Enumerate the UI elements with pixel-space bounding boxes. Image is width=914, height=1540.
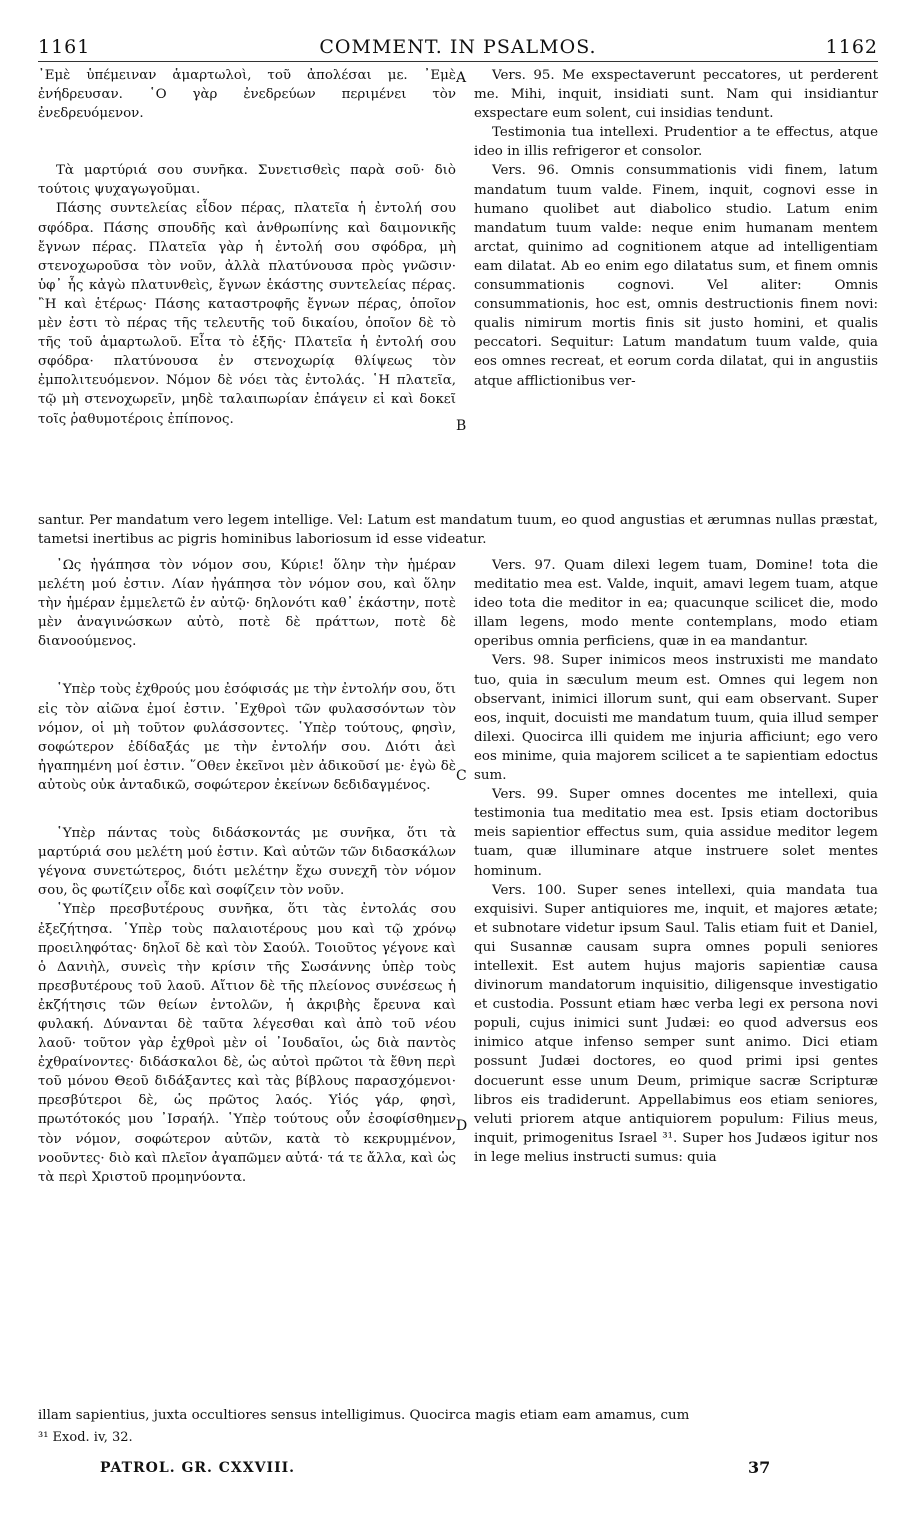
right-column-lower — [474, 556, 878, 1167]
margin-letter-d: D — [456, 1118, 468, 1134]
greek-paragraph: ᾿Ως ἠγάπησα τὸν νόμον σου, Κύριε! ὅλην τὴν ἡμέραν μελέτη μού ἐστιν. Λίαν ἠγάπησα τὸν νόμον σου, καὶ ὅλην τὴν ἡμέραν ἐμμελετῶ ἐν αὐτῷ· δηλονότι καθ᾿ ἑκάστην, ποτὲ μὲν ἀναγινώσκων αὐτὸ, ποτὲ δὲ πράττων, ποτὲ δὲ διανοούμενος. — [38, 558, 456, 650]
running-title: COMMENT. IN PSALMOS. — [319, 36, 597, 58]
latin-paragraph: Vers. 98. Super inimicos meos instruxisti me mandato tuo, quia in sæculum meum est. Omnes qui legem non observant, inimici illorum sunt, qui eam observant. Super eos, inquit, docuisti me mandatum tuum, quia illud semper dilexi. Quocirca illi quidem me injuria afficiunt; ego vero eos minime, quia majorem scilicet a te sapientiam edoctus sum. — [474, 653, 878, 784]
greek-paragraph: ῾Υπὲρ πρεσβυτέρους συνῆκα, ὅτι τὰς ἐντολάς σου ἐξεζήτησα. ῾Υπὲρ τοὺς παλαιοτέρους μου καὶ τῷ χρόνῳ προειληφότας· δηλοῖ δὲ καὶ τὸν Σαούλ. Τοιοῦτος γέγονε καὶ ὁ Δανιὴλ, συνεὶς τὴν κρίσιν τῆς Σωσάννης ὑπὲρ τοὺς πρεσβυτέρους τοῦ λαοῦ. Αἴτιον δὲ τῆς πλείονος συνέσεως ἡ ἐκζήτησις τῶν θείων ἐντολῶν, ἡ ἀκριβὴς ἔρευνα καὶ φυλακή. Δύνανται δὲ ταῦτα λέγεσθαι καὶ ἀπὸ τοῦ νέου λαοῦ· τοῦτον γὰρ ἐχθροὶ μὲν οἱ ᾿Ιουδαῖοι, ὡς διὰ παντὸς ἐχθραίνοντες· διδάσκαλοι δὲ, ὡς αὐτοὶ πρῶτοι τὰ ἔθνη περὶ τοῦ μόνου Θεοῦ διδάξαντες καὶ τὰς βίβλους παρασχόμενοι· πρεσβύτεροι δὲ, ὡς πρῶτος λαός. Υἱός γάρ, φησὶ, πρωτότοκός μου ᾿Ισραήλ. ῾Υπὲρ τούτους οὖν ἐσοφίσθημεν τὸν νόμον, σοφώτερον αὐτῶν, κατὰ τὸ κεκρυμμένον, νοοῦντες· διὸ καὶ πλεῖον ἀγαπῶμεν αὐτά· τά τε ἄλλα, καὶ ὡς τὰ περὶ Χριστοῦ προμηνύοντα. — [38, 902, 456, 1185]
greek-paragraph: ῾Υπὲρ πάντας τοὺς διδάσκοντάς με συνῆκα, ὅτι τὰ μαρτύριά σου μελέτη μού ἐστιν. Καὶ αὐτῶν τῶν διδασκάλων γέγονα συνετώτερος, διότι μελέτην ἔχω συνεχῆ τὸν νόμον σου, ὃς φωτίζειν οἶδε καὶ σοφίζειν τὸν νοῦν. — [38, 826, 456, 899]
greek-paragraph: ῾Υπὲρ τοὺς ἐχθρούς μου ἐσόφισάς με τὴν ἐντολήν σου, ὅτι εἰς τὸν αἰῶνα ἐμοί ἐστιν. ᾿Εχθροὶ τῶν φυλασσόντων τὸν νόμον, οἱ μὴ τοῦτον φυλάσσοντες. ῾Υπὲρ τούτους, φησὶν, σοφώτερον ἐδίδαξάς με τὴν ἐντολήν σου. Διότι ἀεὶ ἠγαπημένη μοί ἐστιν. ῞Οθεν ἐκεῖνοι μὲν ἀδικοῦσί με· ἐγὼ δὲ αὐτοὺς οὐκ ἀνταδικῶ, σοφώτερον ἐκείνων δεδιδαγμένος. — [38, 682, 456, 793]
latin-paragraph: Testimonia tua intellexi. Prudentior a te effectus, atque ideo in illis refrigeror et consolor. — [474, 125, 878, 160]
running-header — [38, 36, 878, 60]
full-width-line: santur. Per mandatum vero legem intellige. Vel: Latum est mandatum tuum, eo quod angustias et ærumnas nullas præstat, tametsi inertibus ac pigris hominibus laboriosum id esse videatur. — [38, 513, 878, 547]
latin-paragraph: Vers. 99. Super omnes docentes me intellexi, quia testimonia tua meditatio mea est. Ipsis etiam doctoribus meis sapientior effectus sum, quia assidue meditor legem tuam, quæ illuminare atque instruere solet mentes hominum. — [474, 787, 878, 879]
header-rule — [38, 61, 878, 62]
gathering-number: 37 — [748, 1458, 771, 1477]
full-width-line: illam sapientius, juxta occultiores sensus intelligimus. Quocirca magis etiam eam amamus, cum — [38, 1408, 690, 1423]
margin-letter-c: C — [456, 768, 467, 784]
right-page-number: 1162 — [825, 36, 878, 58]
latin-paragraph: Vers. 97. Quam dilexi legem tuam, Domine! tota die meditatio mea est. Valde, inquit, amavi legem tuam, atque ideo tota die meditor in ea; quacunque scilicet die, modo illam legens, modo mente contemplans, modo etiam operibus omnia perficiens, quæ in ea mandantur. — [474, 558, 878, 650]
margin-letter-a: A — [456, 70, 467, 86]
footnote: ³¹ Exod. iv, 32. — [38, 1430, 133, 1445]
series-signature: PATROL. GR. CXXVIII. — [100, 1460, 296, 1476]
latin-paragraph: Vers. 96. Omnis consummationis vidi finem, latum mandatum tuum valde. Finem, inquit, cognovi esse in humano quolibet aut diabolico studio. Latum enim mandatum tuum valde: neque enim humanam mentem arctat, quinimo ad cognitionem atque ad intelligentiam eam dilatat. Ab eo enim ego dilatatus sum, et finem omnis consummationis cognovi. Vel aliter: Omnis consummationis, hoc est, omnis destructionis finem novi: qualis nimirum mortis finis sit justo homini, et qualis peccatori. Sequitur: Latum mandatum tuum valde, quia eos omnes recreat, et eorum corda dilatat, qui in angustiis atque afflictionibus ver- — [474, 163, 878, 389]
left-page-number: 1161 — [38, 36, 91, 58]
margin-letter-b: B — [456, 418, 467, 434]
greek-paragraph: Τὰ μαρτύριά σου συνῆκα. Συνετισθεὶς παρὰ σοῦ· διὸ τούτοις ψυχαγωγοῦμαι. — [38, 163, 456, 198]
right-column-upper — [474, 66, 878, 391]
left-column-upper — [38, 66, 456, 429]
latin-paragraph: Vers. 95. Me exspectaverunt peccatores, ut perderent me. Mihi, inquit, insidiati sunt. Nam qui insidiantur exspectare eum solent, cui insidias tendunt. — [474, 68, 878, 122]
latin-paragraph: Vers. 100. Super senes intellexi, quia mandata tua exquisivi. Super antiquiores me, inquit, et majores ætate; et subnotare videtur ipsum Saul. Talis etiam fuit et Daniel, qui Susannæ causam supra omnes populi seniores intellexit. Est autem hujus majoris sapientiæ causa divinorum mandatorum inquisitio, diligensque investigatio et custodia. Possunt etiam hæc verba legi ex persona novi populi, cujus inimici sunt Judæi: eo quod adversus eos inimico atque infenso semper sunt animo. Dici etiam possunt Judæi doctores, eo quod primi ipsi gentes docuerunt esse unum Deum, primique sacræ Scripturæ libros eis tradiderunt. Appellabimus eos etiam seniores, veluti priorem atque antiquiorem populum: Filius meus, inquit, primogenitus Israel ³¹. Super hos Judæos igitur nos in lege melius instructi sumus: quia — [474, 882, 878, 1165]
greek-paragraph: Πάσης συντελείας εἶδον πέρας, πλατεῖα ἡ ἐντολή σου σφόδρα. Πάσης σπουδῆς καὶ ἀνθρωπίνης καὶ δαιμονικῆς ἔγνων πέρας. Πλατεῖα γὰρ ἡ ἐντολή σου σφόδρα, μὴ στενοχωροῦσα τὸν νοῦν, ἀλλὰ πλατύνουσα πρὸς γνῶσιν· ὑφ᾿ ἧς κἀγὼ πλατυνθεὶς, ἔγνων ἑκάστης συντελείας πέρας. ῍Η καὶ ἑτέρως· Πάσης καταστροφῆς ἔγνων πέρας, ὁποῖον μὲν ἐστι τὸ πέρας τῆς τελευτῆς τοῦ δικαίου, ὁποῖον δὲ τὸ τῆς τοῦ ἁμαρτωλοῦ. Εἶτα τὸ ἑξῆς· Πλατεῖα ἡ ἐντολή σου σφόδρα· πλατύνουσα ἐν στενοχωρίᾳ θλίψεως τὸν ἐμπολιτευόμενον. Νόμον δὲ νόει τὰς ἐντολάς. ῾Η πλατεῖα, τῷ μὴ στενοχωρεῖν, μηδὲ ταλαιπωρίαν ἐπάγειν εἰ καὶ δοκεῖ τοῖς ῥαθυμοτέροις ἐπίπονος. — [38, 201, 456, 427]
greek-paragraph: ᾿Εμὲ ὑπέμειναν ἁμαρτωλοὶ, τοῦ ἀπολέσαι με. ᾿Εμὲ ἐνήδρευσαν. ῾Ο γὰρ ἐνεδρεύων περιμένει τὸν ἐνεδρευόμενον. — [38, 68, 456, 122]
left-column-lower — [38, 556, 456, 1187]
